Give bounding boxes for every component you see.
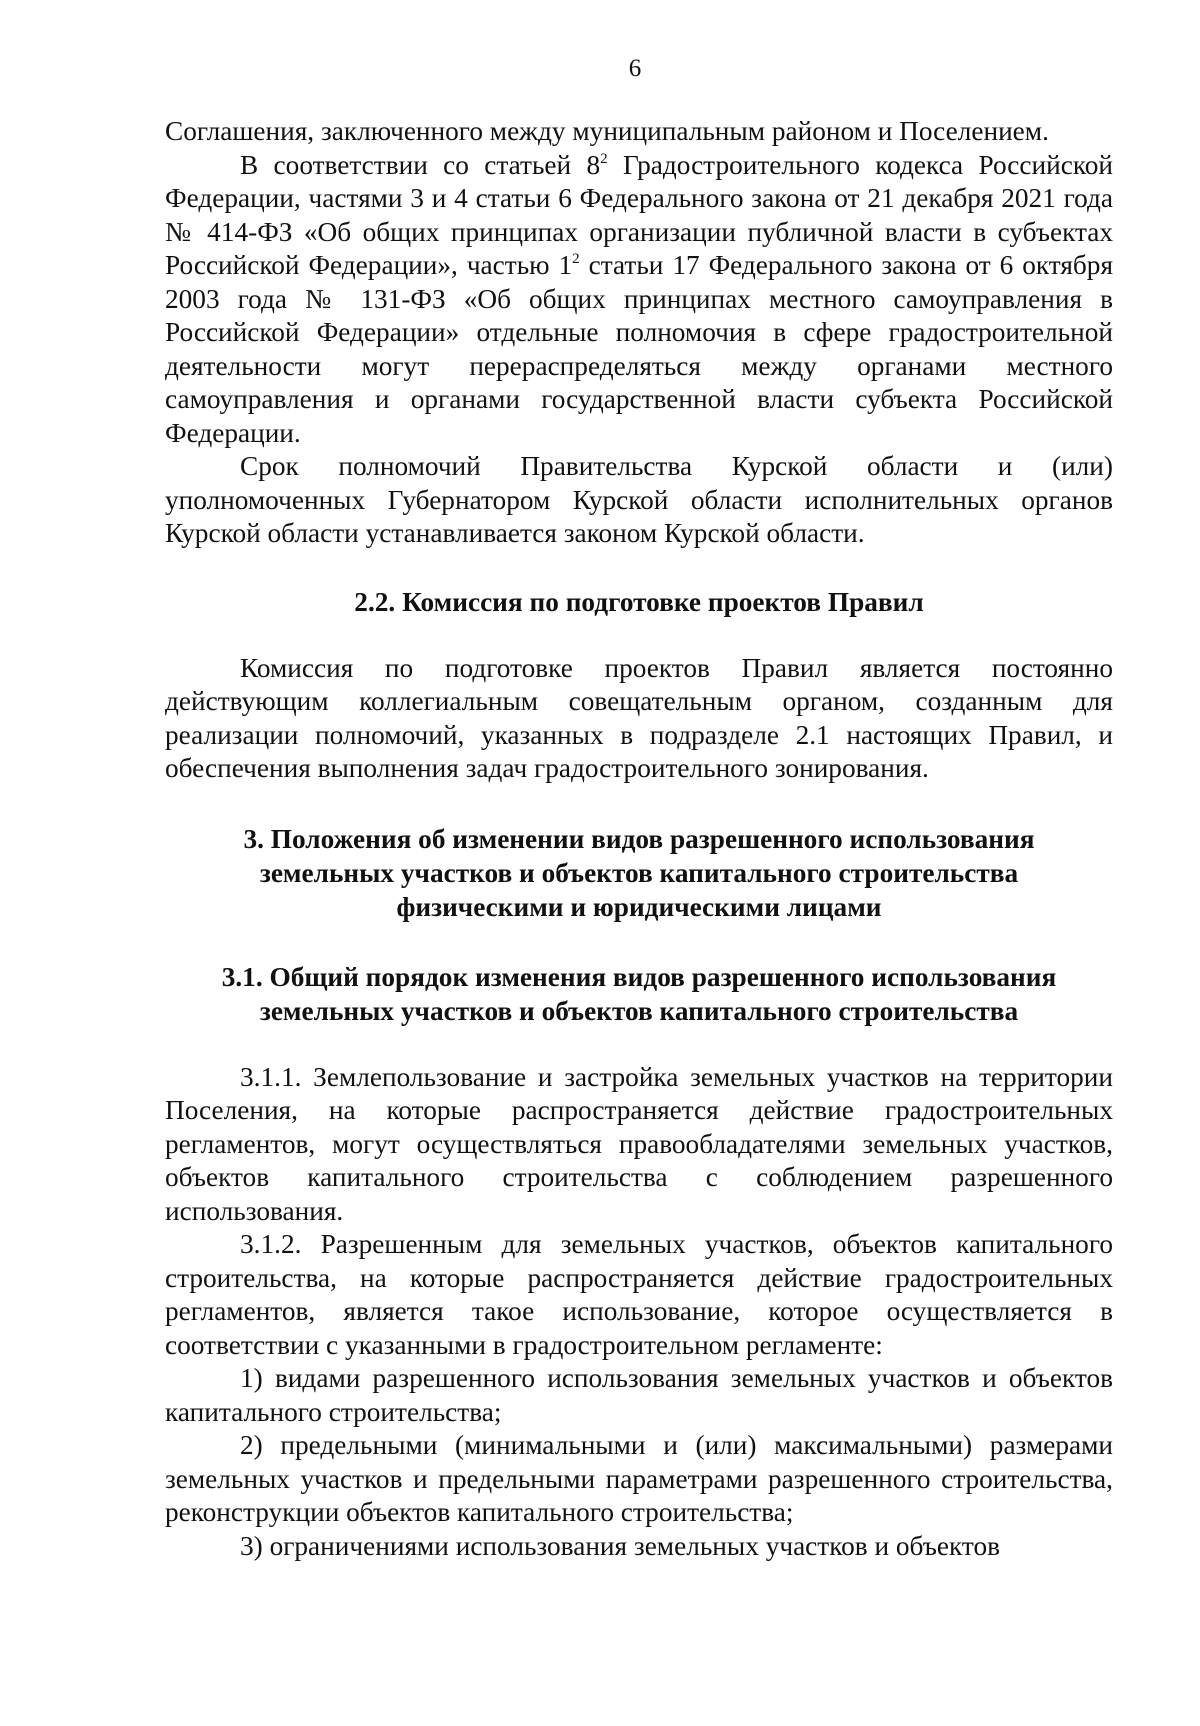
- spacer: [165, 1028, 1113, 1061]
- section-3-1-heading-line-2: земельных участков и объектов капитального строительства: [259, 995, 1019, 1026]
- spacer: [165, 924, 1113, 960]
- section-2-2-heading: 2.2. Комиссия по подготовке проектов Правил: [354, 586, 924, 617]
- spacer: [165, 619, 1113, 652]
- clause-3-1-2: 3.1.2. Разрешенным для земельных участков, объектов капитального строительства, на которые распространяется действие градостроительных регламентов, является такое использование, которое осуществляется в соответствии с указанными в градостроительном регламенте:: [165, 1229, 1113, 1360]
- superscript-2: 2: [600, 150, 608, 167]
- section-3-heading-line-2: земельных участков и объектов капитального строительства: [259, 857, 1019, 888]
- paragraph-agreement-continuation: Соглашения, заключенного между муниципальным районом и Поселением.: [165, 116, 1049, 146]
- list-item-3: 3) ограничениями использования земельных участков и объектов: [240, 1530, 1000, 1561]
- section-2-2-paragraph: Комиссия по подготовке проектов Правил является постоянно действующим коллегиальным совещательным органом, созданным для реализации полномочий, указанных в подразделе 2.1 настоящих Правил, и обеспечения выполнения задач градостроительного зонирования.: [165, 652, 1113, 783]
- paragraph-legal-basis-text-3: статьи 17 Федерального закона от 6 октября 2003 года № 131-ФЗ «Об общих принципах местного самоуправления в Российской Федерации» отдельные полномочия в сфере градостроительной деятельности могут перераспределяться между органами местного самоуправления и органами государственной власти субъекта Российской Федерации.: [165, 250, 1113, 448]
- paragraph-legal-basis-text-2: Градостроительного кодекса Российской Федерации, частями 3 и 4 статьи 6 Федерального закона от 21 декабря 2021 года № 414-ФЗ «Об общих принципах организации публичной власти в субъектах Российской Федерации», частью 1: [165, 149, 1114, 280]
- section-3-heading: [165, 822, 1113, 924]
- paragraph-term-of-powers: Срок полномочий Правительства Курской области и (или) уполномоченных Губернатором Курской области исполнительных органов Курской области устанавливается законом Курской области.: [165, 451, 1113, 548]
- section-3-heading-line-1: 3. Положения об изменении видов разрешенного использования: [243, 823, 1035, 854]
- paragraph-legal-basis-text-1: В соответствии со статьей 8: [240, 149, 601, 180]
- section-3-1-heading: [165, 960, 1113, 1028]
- section-3-1-heading-line-1: 3.1. Общий порядок изменения видов разрешенного использования: [221, 961, 1057, 992]
- page-number: 6: [628, 55, 642, 82]
- paragraph-legal-basis: [165, 149, 1113, 451]
- spacer: [165, 786, 1113, 822]
- superscript-2: 2: [572, 251, 580, 267]
- spacer: [165, 551, 1113, 585]
- clause-3-1-1: 3.1.1. Землепользование и застройка земельных участков на территории Поселения, на которые распространяется действие градостроительных регламентов, могут осуществляться правообладателями земельных участков, объектов капитального строительства с соблюдением разрешенного использования.: [165, 1061, 1113, 1226]
- list-item-2: 2) предельными (минимальными и (или) максимальными) размерами земельных участков и предельными параметрами разрешенного строительства, реконструкции объектов капитального строительства;: [165, 1430, 1113, 1527]
- document-body: [165, 115, 1113, 1563]
- list-item-1: 1) видами разрешенного использования земельных участков и объектов капитального строительства;: [165, 1363, 1113, 1427]
- section-3-heading-line-3: физическими и юридическими лицами: [396, 891, 882, 922]
